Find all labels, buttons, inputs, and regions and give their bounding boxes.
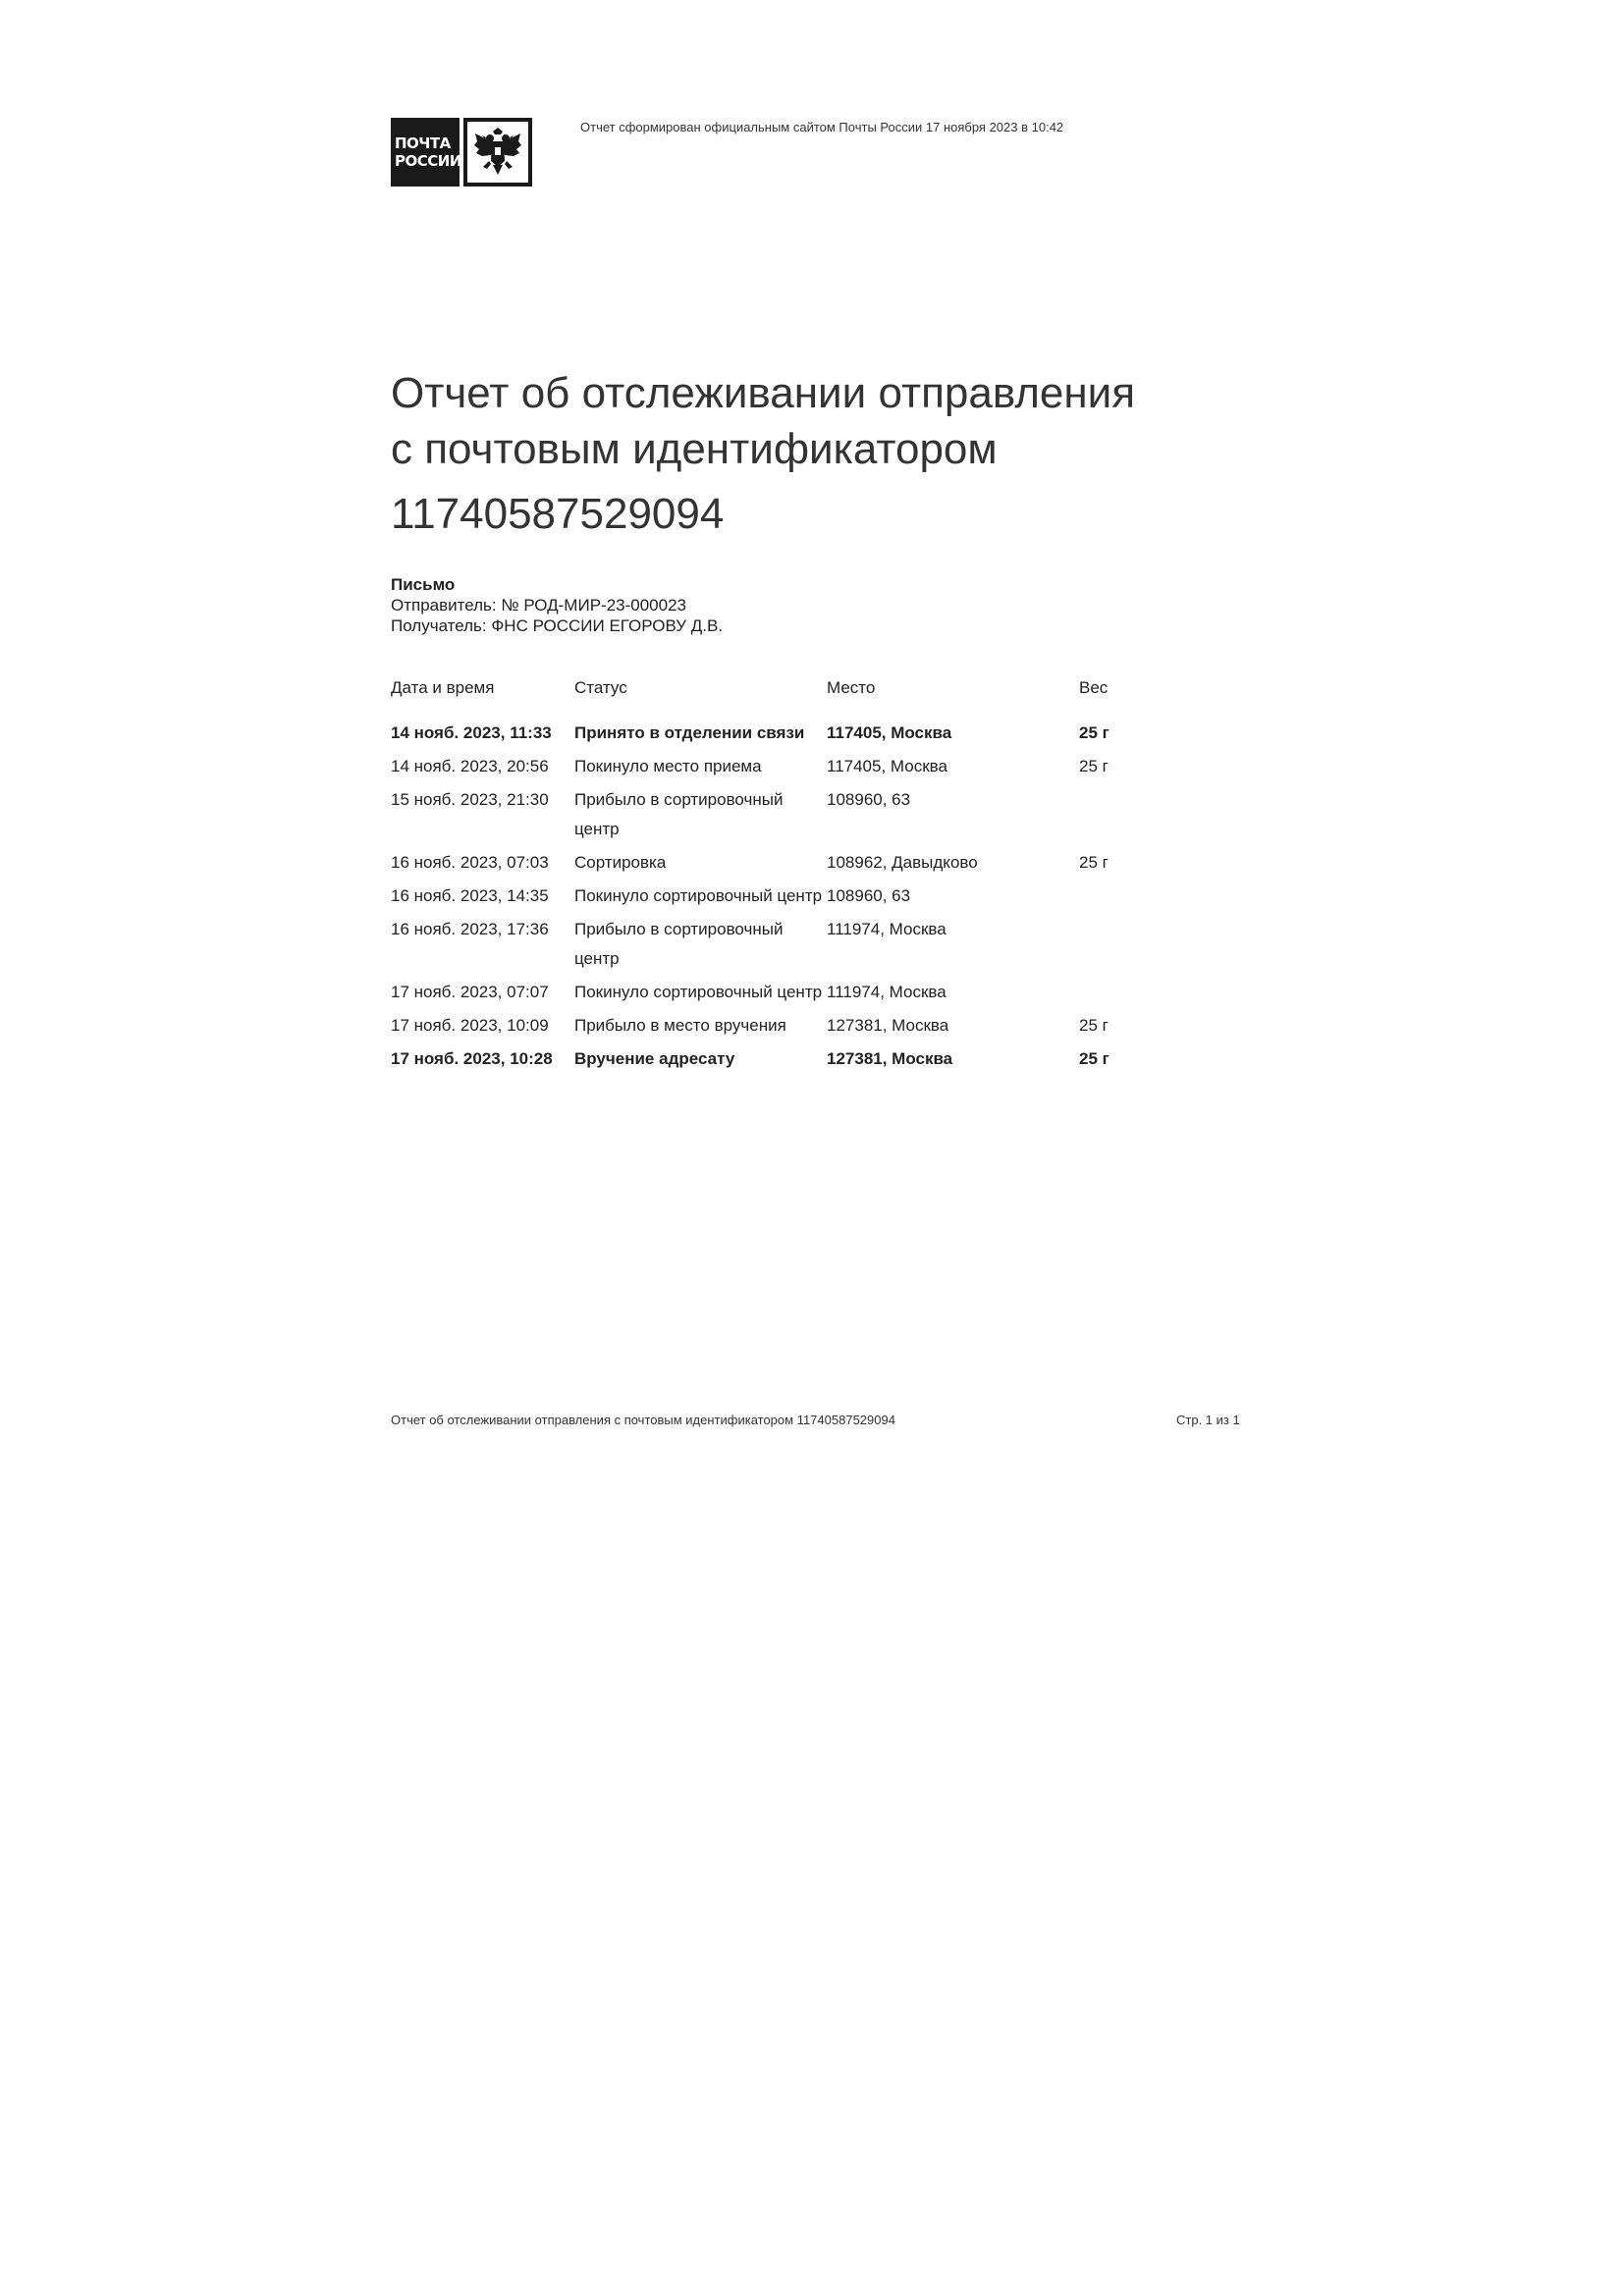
cell-status: Сортировка <box>574 853 667 872</box>
cell-date: 16 нояб. 2023, 07:03 <box>391 853 549 872</box>
cell-status: Прибыло в место вручения <box>574 1016 786 1035</box>
cell-date: 14 нояб. 2023, 11:33 <box>391 723 552 742</box>
cell-weight: 25 г <box>1079 853 1109 872</box>
cell-date: 14 нояб. 2023, 20:56 <box>391 757 549 775</box>
table-row <box>391 915 1138 978</box>
cell-place: 108962, Давыдково <box>827 853 978 872</box>
cell-date: 17 нояб. 2023, 10:09 <box>391 1016 549 1035</box>
page-number: Стр. 1 из 1 <box>1176 1413 1240 1427</box>
cell-weight <box>1079 881 1138 915</box>
generated-note: Отчет сформирован официальным сайтом Почты России 17 ноября 2023 в 10:42 <box>580 120 1064 134</box>
title-line-1: Отчет об отслеживании отправления <box>391 369 1136 417</box>
logo-line-1: ПОЧТА <box>395 134 451 152</box>
cell-date: 17 нояб. 2023, 07:07 <box>391 983 549 1001</box>
header-weight: Вес <box>1079 678 1109 697</box>
recipient: Получатель: ФНС РОССИИ ЕГОРОВУ Д.В. <box>391 616 724 635</box>
table-row <box>391 1011 1138 1044</box>
cell-status: Вручение адресату <box>574 1049 735 1068</box>
logo-line-2: РОССИИ <box>395 152 461 170</box>
table-row <box>391 881 1138 915</box>
cell-status: Покинуло место приема <box>574 757 762 775</box>
cell-place: 127381, Москва <box>827 1016 949 1035</box>
table-body <box>391 719 1138 1078</box>
cell-status: Прибыло в сортировочный центр <box>574 920 784 968</box>
table-row <box>391 752 1138 785</box>
cell-date: 17 нояб. 2023, 10:28 <box>391 1049 553 1068</box>
cell-place: 108960, 63 <box>827 886 911 905</box>
tracking-events-table <box>391 677 1138 1078</box>
cell-date: 16 нояб. 2023, 14:35 <box>391 886 549 905</box>
table-row <box>391 719 1138 752</box>
cell-status: Покинуло сортировочный центр <box>574 886 823 905</box>
cell-date: 16 нояб. 2023, 17:36 <box>391 920 549 938</box>
cell-status: Прибыло в сортировочный центр <box>574 790 784 838</box>
cell-place: 111974, Москва <box>827 920 947 938</box>
cell-place: 117405, Москва <box>827 723 952 742</box>
tracking-id: 11740587529094 <box>391 490 725 538</box>
shipment-meta <box>391 574 723 636</box>
table-row <box>391 785 1138 848</box>
table-row <box>391 978 1138 1011</box>
cell-status: Принято в отделении связи <box>574 723 805 742</box>
header-place: Место <box>827 678 876 697</box>
cell-weight <box>1079 978 1138 1011</box>
item-kind: Письмо <box>391 575 456 594</box>
cell-status: Покинуло сортировочный центр <box>574 983 823 1001</box>
cell-weight: 25 г <box>1079 1016 1109 1035</box>
table-header-row <box>391 677 1138 719</box>
footer-title: Отчет об отслеживании отправления с почтовым идентификатором 11740587529094 <box>391 1413 895 1427</box>
cell-date: 15 нояб. 2023, 21:30 <box>391 790 549 809</box>
title-line-2: с почтовым идентификатором <box>391 425 998 473</box>
cell-weight <box>1079 785 1138 848</box>
header-date: Дата и время <box>391 678 495 697</box>
russian-post-logo <box>391 118 532 187</box>
cell-weight <box>1079 915 1138 978</box>
header-status: Статус <box>574 678 627 697</box>
cell-weight: 25 г <box>1079 723 1109 742</box>
logo-wordmark <box>391 118 460 187</box>
cell-place: 127381, Москва <box>827 1049 953 1068</box>
cell-place: 117405, Москва <box>827 757 947 775</box>
cell-weight: 25 г <box>1079 757 1109 775</box>
cell-place: 108960, 63 <box>827 790 911 809</box>
report-title <box>391 365 1135 477</box>
cell-weight: 25 г <box>1079 1049 1109 1068</box>
table-row <box>391 848 1138 881</box>
eagle-emblem-icon <box>463 118 532 187</box>
sender: Отправитель: № РОД-МИР-23-000023 <box>391 596 686 614</box>
cell-place: 111974, Москва <box>827 983 947 1001</box>
table-row <box>391 1044 1138 1078</box>
